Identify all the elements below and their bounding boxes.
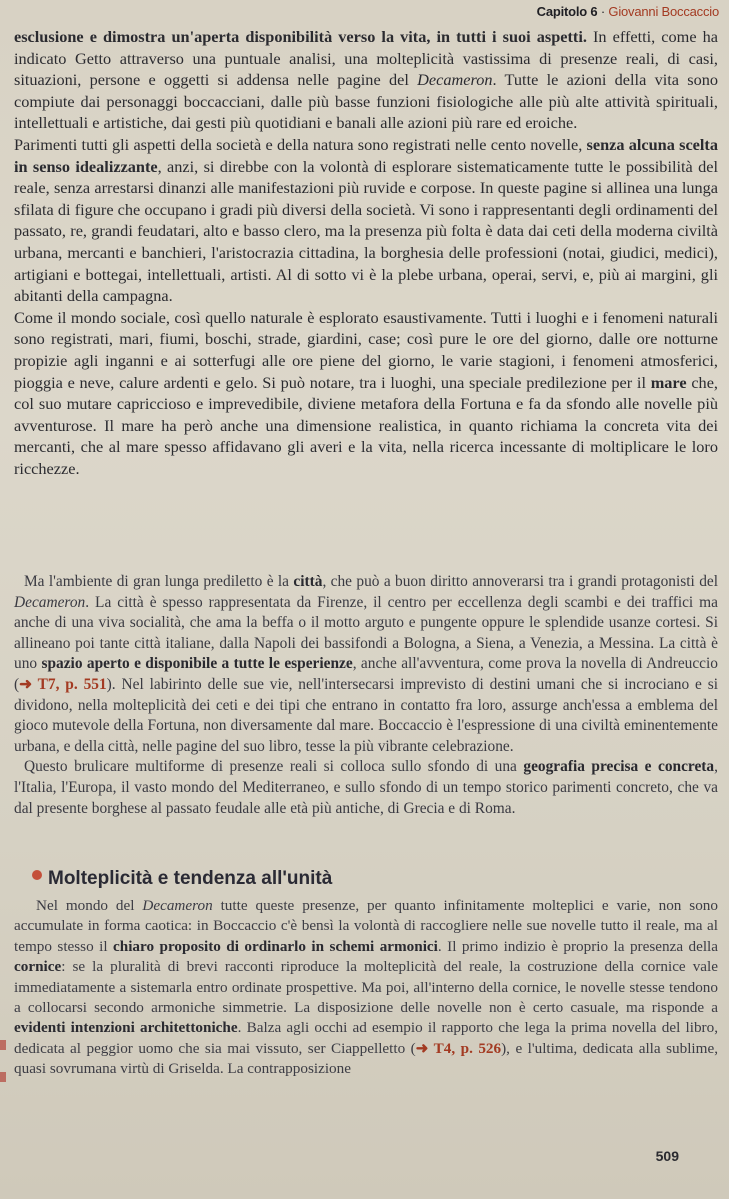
paragraph-2 bbox=[14, 134, 718, 307]
page-number: 509 bbox=[655, 1148, 679, 1164]
bold-phrase: esclusione e dimostra un'aperta disponibilità verso la vita, in tutti i suoi aspetti. bbox=[14, 27, 587, 46]
bold-phrase: spazio aperto e disponibile a tutte le esperienze bbox=[41, 655, 353, 673]
text-run: Come il mondo sociale, così quello naturale è esplorato esaustivamente. Tutti i luoghi e i fenomeni naturali sono registrati, mari, fiumi, boschi, strade, giardini, case; così pure le ore del giorno, dalle ore notturne propizie agli inganni e ai sotterfugi alle ore piene del giorno, le varie stagioni, i fenomeni atmosferici, pioggia e neve, calure ardenti e gelo. Si può notare, tra i luoghi, una speciale predilezione per il bbox=[14, 307, 718, 392]
text-run: . Tutte le azioni della vita sono compiute dai personaggi boccacciani, dalle più basse funzioni fisiologiche alle più alte attività spirituali, intellettuali e artistiche, dai gesti più quotidiani e banali alle azioni più rare ed eroiche. bbox=[14, 70, 719, 133]
title-italic: Decameron bbox=[417, 70, 493, 90]
lower-text bbox=[14, 572, 718, 819]
author-label: Giovanni Boccaccio bbox=[608, 4, 719, 19]
cross-reference-link[interactable]: ➜ T7, p. 551 bbox=[19, 675, 107, 693]
bold-phrase: cornice bbox=[14, 958, 62, 976]
main-text bbox=[14, 26, 718, 479]
section-text bbox=[14, 896, 718, 1080]
text-run: , l'Italia, l'Europa, il vasto mondo del Mediterraneo, e sullo sfondo di un tempo storico parimenti concreto, che va dal presente borghese al passato feudale alle età più antiche, di Grecia e di Roma. bbox=[14, 758, 718, 817]
cross-reference-link[interactable]: ➜ T4, p. 526 bbox=[415, 1039, 502, 1057]
text-run: Questo brulicare multiforme di presenze reali si colloca sullo sfondo di una bbox=[24, 758, 524, 776]
text-run: , che può a buon diritto annoverarsi tra i grandi protagonisti del bbox=[322, 573, 718, 590]
text-run: Ma l'ambiente di gran lunga prediletto è la bbox=[24, 573, 294, 590]
bold-phrase: geografia precisa e concreta bbox=[523, 758, 715, 776]
text-run: : se la pluralità di brevi racconti riproduce la molteplicità del reale, la costruzione della cornice vale immediatamente a sistemarla entro ordinate prospettive. Ma poi, all'interno della cornice, le novelle stesse tendono a collocarsi secondo armoniche simmetrie. La disposizione delle novelle non è certo casuale, ma risponde a bbox=[14, 958, 718, 1017]
paragraph-5 bbox=[14, 757, 718, 819]
text-run: ), e l'ultima, dedicata alla sublime, quasi sovrumana virtù di Griselda. La contrapposizione bbox=[14, 1039, 718, 1078]
bold-phrase: evidenti intenzioni architettoniche bbox=[14, 1019, 238, 1037]
paragraph-3 bbox=[14, 307, 718, 480]
title-italic: Decameron bbox=[142, 897, 213, 914]
text-run: . Balza agli occhi ad esempio il rapporto che lega la prima novella del libro, dedicata al peggior uomo che sia mai vissuto, ser Ciappelletto ( bbox=[14, 1019, 718, 1057]
text-run: , anzi, si direbbe con la volontà di esplorare sistematicamente tutte le possibilità del reale, senza arrestarsi dinanzi alle manifestazioni più ruvide e corpose. In queste pagine si allinea una lunga sfilata di figure che occupano i gradi più diversi della società. Vi sono i rappresentanti degli ordinamenti del passato, re, grandi feudatari, alto e basso clero, ma la presenza più folta è data dai ceti della moderna civiltà urbana, mercanti e banchieri, l'aristocrazia cittadina, la borghesia delle professioni (notai, giudici, medici), artigiani e bottegai, intellettuali, artisti. Al di sotto vi è la plebe urbana, operai, servi, e, più ai margini, gli abitanti della campagna. bbox=[14, 156, 718, 306]
section-bullet-icon bbox=[32, 870, 42, 880]
text-run: che, col suo mutare capriccioso e imprevedibile, diviene metafora della Fortuna e fa da sfondo alle novelle più avventurose. Il mare ha però anche una dimensione realistica, in quanto richiama la concreta vita dei mercanti, che al mare spesso affidavano gli averi e la vita, nella ricerca incessante di moltiplicare le loro ricchezze. bbox=[14, 372, 718, 478]
margin-tab-mark bbox=[0, 1072, 6, 1082]
paragraph-4 bbox=[14, 572, 718, 757]
text-run: Parimenti tutti gli aspetti della società e della natura sono registrati nelle cento novelle, bbox=[14, 134, 587, 154]
bold-phrase: senza alcuna scelta in senso idealizzante bbox=[14, 134, 718, 176]
bold-phrase: chiaro proposito di ordinarlo in schemi armonici bbox=[113, 937, 438, 955]
section-title-text: Molteplicità e tendenza all'unità bbox=[48, 868, 333, 889]
section-heading bbox=[32, 868, 332, 890]
chapter-label: Capitolo 6 bbox=[536, 4, 598, 19]
margin-tab-mark bbox=[0, 1040, 6, 1050]
bold-phrase: mare bbox=[650, 372, 687, 392]
text-run: . La città è spesso rappresentata da Firenze, il centro per eccellenza degli scambi e dei traffici ma anche di una viva socialità, che ama la beffa o il motto arguto e pungente oppure le splendide usanze cortesi. Si allineano poi tante città italiane, dalla Napoli dei bassifondi a Bologna, a Siena, a Venezia, a Messina. La città è uno bbox=[14, 593, 718, 673]
text-run: . Il primo indizio è proprio la presenza della bbox=[437, 937, 719, 955]
paragraph-1 bbox=[14, 26, 718, 134]
section-paragraph-1 bbox=[14, 896, 718, 1080]
text-run: tutte queste presenze, per quanto infinitamente molteplici e varie, non sono accumulate in forma caotica: in Boccaccio c'è bensì la volontà di raccogliere nelle sue novelle tutto il reale, ma al tempo stesso il bbox=[14, 897, 718, 955]
running-header bbox=[537, 4, 719, 19]
title-italic: Decameron bbox=[14, 593, 86, 611]
bold-phrase: città bbox=[293, 573, 323, 590]
header-separator: · bbox=[597, 4, 609, 19]
text-run: , anche all'avventura, come prova la novella di Andreuccio ( bbox=[14, 655, 718, 693]
text-run: Nel mondo del bbox=[36, 897, 143, 914]
text-run: ). Nel labirinto delle sue vie, nell'intersecarsi imprevisto di destini umani che si incrociano e si dividono, nella molteplicità dei ceti e dei tipi che entrano in contatto fra loro, assurge anch'essa a emblema del gioco mutevole della Fortuna, non diversamente dal mare. Boccaccio è l'espressione di una civiltà eminentemente urbana, e della città, nelle pagine del suo libro, tesse la più vibrante celebrazione. bbox=[14, 675, 718, 755]
text-run: In effetti, come ha indicato Getto attraverso una puntuale analisi, una molteplicità vastissima di presenze reali, di casi, situazioni, persone e oggetti si addensa nelle pagine del bbox=[14, 27, 718, 90]
